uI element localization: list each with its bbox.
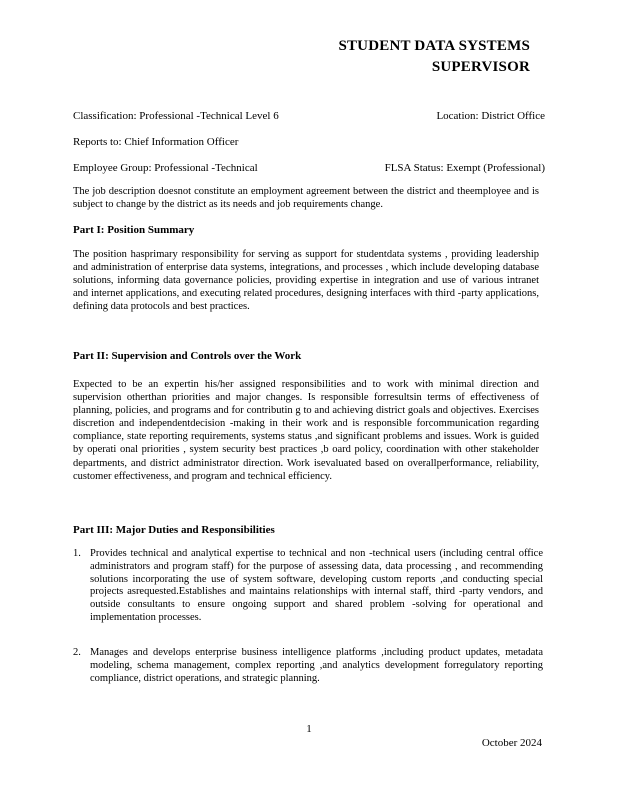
classification-row	[73, 110, 545, 123]
part-2-heading: Part II: Supervision and Controls over the Work	[73, 350, 302, 362]
disclaimer-paragraph: The job description doesnot constitute an employment agreement between the district and theemployee and is subject to change by the district as its needs and job requirements change.	[73, 186, 539, 211]
job-title-line-1: STUDENT DATA SYSTEMS	[338, 38, 530, 54]
supervision-paragraph: Expected to be an expertin his/her assigned responsibilities and to work with minimal direction and supervision otherthan priorities and major changes. Is responsible forresultsin terms of effectiveness of planning, policies, and programs and for contributin g to and achieving district goals and objectives. Exercises discretion and independentdecision -making in their work and is responsible forcommunication regarding compliance, state reporting requirements, systems status ,and significant problems and issues. Work is guided by operati onal priorities , system security best practices ,b oard policy, coordination with other stakeholder departments, and district administrator direction. Work isevaluated based on overallperformance, reliability, customer effectiveness, and program and technical efficiency.	[73, 379, 539, 482]
position-summary-paragraph: The position hasprimary responsibility for serving as support for studentdata systems , providing leadership and administration of enterprise data systems, integrations, and processes , which include developing database solutions, informing data governance policies, providing expertise in integration and use of various intranet and internet applications, and executing related procedures, designing interfaces with third -party applications, defining data protocols and best practices.	[73, 249, 539, 313]
duty-text: Manages and develops enterprise business intelligence platforms ,including product updates, metadata modeling, schema management, complex reporting ,and analytics development forregulatory reporting compliance, district operations, and strategic planning.	[90, 647, 543, 684]
employee-group-row	[73, 162, 545, 175]
classification-text: Classification: Professional -Technical Level 6	[73, 110, 279, 122]
duty-number: 1.	[73, 548, 81, 559]
duties-list	[73, 548, 543, 625]
duty-item	[73, 548, 543, 625]
duties-list-continued	[73, 647, 543, 685]
job-title	[338, 36, 530, 78]
part-1-heading: Part I: Position Summary	[73, 224, 195, 236]
revision-date: October 2024	[481, 737, 542, 749]
duty-item	[73, 647, 543, 685]
part-3-heading: Part III: Major Duties and Responsibilities	[73, 524, 275, 536]
employee-group-text: Employee Group: Professional -Technical	[73, 162, 258, 174]
reports-to-text: Reports to: Chief Information Officer	[73, 136, 239, 148]
duty-number: 2.	[73, 647, 81, 658]
page-number: 1	[306, 723, 312, 735]
flsa-status-text: FLSA Status: Exempt (Professional)	[384, 162, 545, 174]
duty-text: Provides technical and analytical expertise to technical and non -technical users (including central office administrators and program staff) for the purpose of assessing data, data processing , and recommending solutions incorporating the use of system software, developing custom reports ,and conducting special projects asrequested.Establishes and maintains relationships with internal staff, third -party vendors, and outside consultants to ensure ongoing support and shared problem -solving for operational and implementation processes.	[90, 548, 543, 623]
location-text: Location: District Office	[436, 110, 545, 122]
reports-to-row	[73, 136, 545, 149]
job-title-line-2: SUPERVISOR	[431, 59, 530, 75]
